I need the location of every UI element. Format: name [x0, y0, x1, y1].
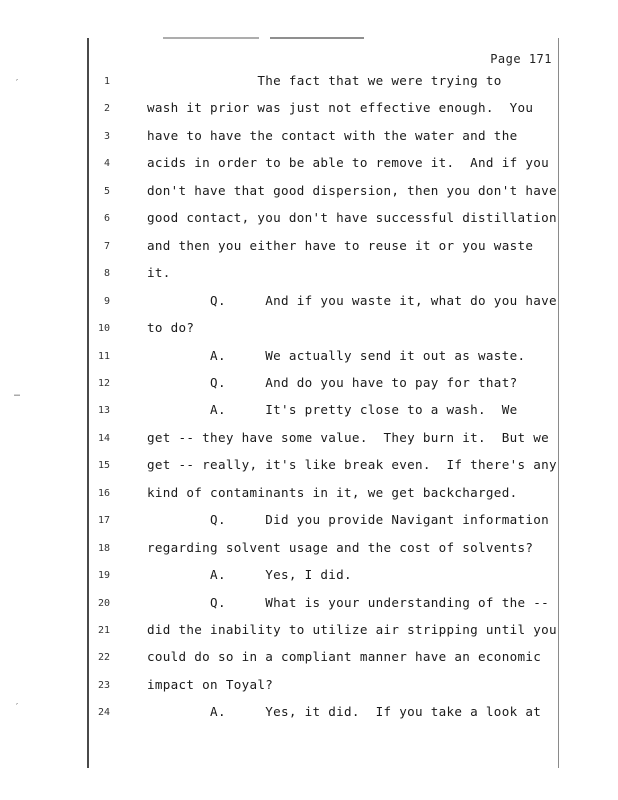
line-text: have to have the contact with the water and the	[147, 127, 518, 143]
line-number: 14	[97, 432, 110, 444]
transcript-line	[80, 128, 555, 148]
line-text: good contact, you don't have successful distillation	[147, 210, 557, 226]
scan-mark: …	[14, 388, 21, 399]
line-number: 23	[97, 679, 110, 691]
line-text: get -- really, it's like break even. If there's any	[147, 457, 557, 473]
line-text: impact on Toyal?	[147, 676, 274, 692]
line-number: 13	[97, 405, 110, 417]
transcript-line	[80, 183, 555, 203]
transcript-line	[80, 402, 555, 422]
line-text: Q. Did you provide Navigant information	[147, 512, 549, 528]
line-number: 18	[97, 542, 110, 554]
line-number: 24	[97, 707, 110, 719]
line-number: 9	[103, 295, 110, 307]
line-number: 11	[97, 350, 110, 362]
transcript-line	[80, 567, 555, 587]
line-number: 6	[103, 213, 110, 225]
line-text: wash it prior was just not effective enough. You	[147, 100, 534, 116]
transcript-line	[80, 265, 555, 285]
transcript-line	[80, 100, 555, 120]
line-text: to do?	[147, 320, 195, 336]
transcript-line	[80, 622, 555, 642]
line-text: and then you either have to reuse it or you waste	[147, 237, 534, 253]
header-rule	[270, 37, 364, 39]
line-number: 1	[103, 76, 110, 87]
line-number: 22	[97, 652, 110, 664]
transcript-line	[80, 485, 555, 505]
line-number: 8	[103, 268, 110, 280]
scan-mark: ′	[14, 78, 21, 89]
transcript-line	[80, 430, 555, 450]
transcript-line	[80, 512, 555, 532]
line-text: A. We actually send it out as waste.	[147, 347, 526, 363]
line-number: 15	[97, 460, 110, 472]
transcript-line	[80, 704, 555, 724]
line-text: don't have that good dispersion, then you don't have	[147, 182, 557, 198]
line-text: kind of contaminants in it, we get backcharged.	[147, 484, 518, 500]
transcript-line	[80, 73, 555, 93]
line-number: 5	[103, 185, 110, 197]
page-number: Page 171	[490, 52, 552, 66]
line-number: 10	[97, 323, 110, 335]
line-text: Q. And do you have to pay for that?	[147, 374, 518, 390]
line-number: 21	[97, 625, 110, 636]
line-number: 20	[97, 597, 110, 609]
line-number: 17	[97, 515, 110, 527]
line-text: acids in order to be able to remove it. And if you	[147, 155, 549, 171]
line-number: 4	[103, 158, 110, 170]
transcript-line	[80, 210, 555, 230]
line-text: it.	[147, 265, 171, 281]
transcript-line	[80, 649, 555, 669]
right-margin-line	[558, 38, 559, 768]
line-text: regarding solvent usage and the cost of solvents?	[147, 539, 534, 555]
transcript-line	[80, 238, 555, 258]
line-number: 3	[103, 130, 110, 142]
line-text: could do so in a compliant manner have an economic	[147, 649, 542, 665]
transcript-line	[80, 375, 555, 395]
transcript-line	[80, 540, 555, 560]
transcript-line	[80, 348, 555, 368]
transcript-line	[80, 457, 555, 477]
line-number: 12	[97, 377, 110, 389]
line-text: The fact that we were trying to	[147, 73, 502, 88]
header-rule	[163, 37, 259, 39]
line-text: Q. What is your understanding of the --	[147, 594, 549, 610]
line-number: 19	[97, 570, 110, 582]
line-text: did the inability to utilize air stripping until you	[147, 622, 557, 637]
transcript-line	[80, 320, 555, 340]
line-number: 7	[103, 240, 110, 252]
line-text: A. Yes, I did.	[147, 567, 352, 583]
line-text: A. Yes, it did. If you take a look at	[147, 704, 542, 720]
scan-mark: ′	[14, 702, 21, 713]
transcript-line	[80, 677, 555, 697]
line-number: 16	[97, 487, 110, 499]
transcript-line	[80, 595, 555, 615]
transcript-line	[80, 293, 555, 313]
line-text: A. It's pretty close to a wash. We	[147, 402, 518, 418]
line-text: get -- they have some value. They burn it. But we	[147, 429, 549, 445]
line-number: 2	[103, 103, 110, 115]
transcript-line	[80, 155, 555, 175]
line-text: Q. And if you waste it, what do you have	[147, 292, 557, 308]
